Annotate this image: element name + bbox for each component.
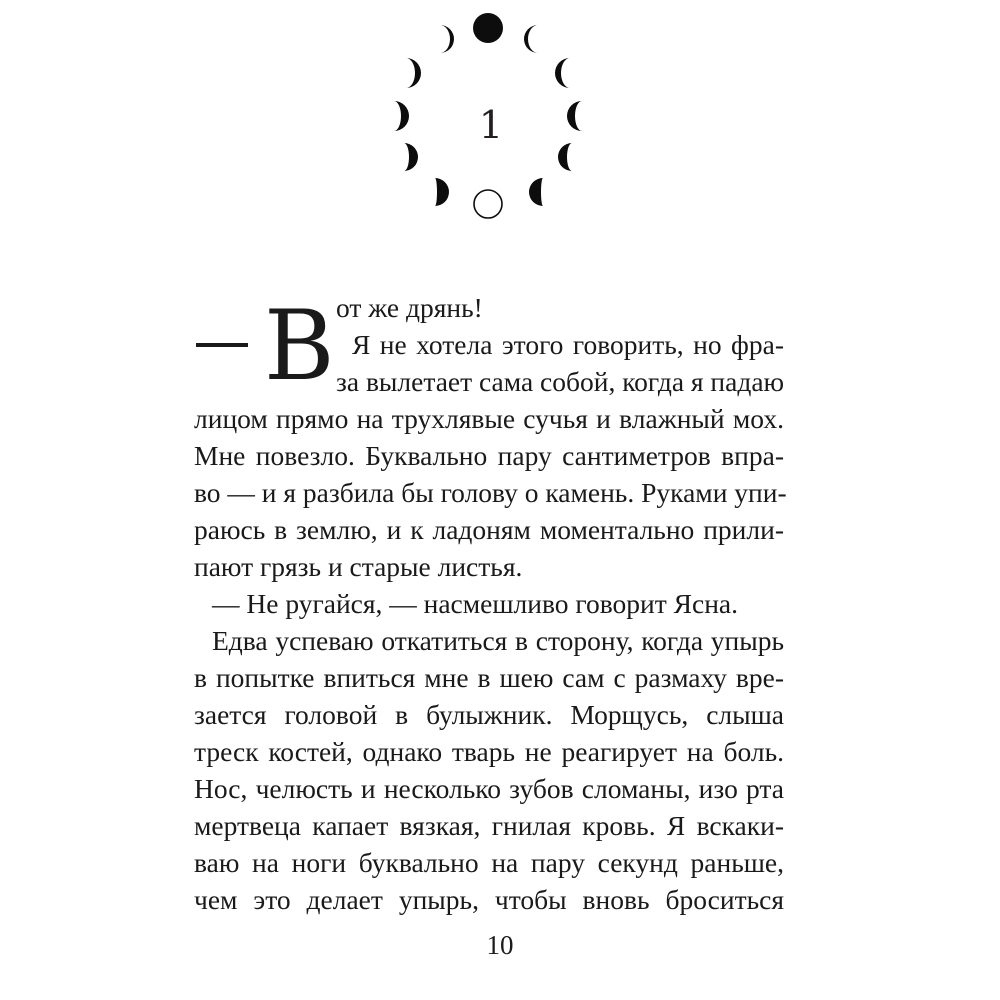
text-line: чем это делает упырь, чтобы вновь броситься: [194, 884, 784, 915]
text-line: Я не хотела этого говорить, но фра-: [352, 329, 784, 360]
crescent-moon-icon: [555, 58, 570, 88]
text-line: в попытке впиться мне в шею сам с размаху вре-: [194, 662, 784, 693]
text-line: Мне повезло. Буквально пару сантиметров впра-: [194, 440, 784, 471]
chapter-number: 1: [478, 103, 504, 147]
new-moon-icon: [474, 190, 502, 218]
text-line: за вылетает сама собой, когда я падаю: [336, 366, 785, 397]
text-line: мертвеца капает вязкая, гнилая кровь. Я вскаки-: [194, 810, 784, 841]
text-line: Нос, челюсть и несколько зубов сломаны, изо рта: [194, 773, 784, 804]
dialogue-dash: [196, 343, 248, 347]
crescent-moon-icon: [567, 101, 582, 131]
gibbous-moon-icon: [440, 25, 454, 53]
text-line: — Не ругайся, — насмешливо говорит Ясна.: [212, 588, 739, 619]
text-line: от же дрянь!: [336, 292, 483, 323]
crescent-moon-icon: [529, 178, 543, 206]
text-line: во — и я разбила бы голову о камень. Руками упи-: [194, 477, 787, 508]
crescent-moon-icon: [435, 178, 449, 206]
text-line: ваю на ноги буквально на пару секунд раньше,: [194, 847, 784, 878]
text-line: лицом прямо на трухлявые сучья и влажный мох.: [194, 403, 784, 434]
text-line: Едва успеваю откатиться в сторону, когда упырь: [212, 625, 784, 656]
text-line: раюсь в землю, и к ладоням моментально прили-: [194, 514, 784, 545]
crescent-moon-icon: [558, 143, 572, 171]
crescent-moon-icon: [394, 101, 409, 131]
gibbous-moon-icon: [524, 25, 538, 53]
text-line: зается головой в булыжник. Морщусь, слыша: [194, 699, 784, 730]
full-moon-icon: [473, 13, 503, 43]
text-line: пают грязь и старые листья.: [194, 551, 523, 582]
drop-cap-letter: В: [264, 290, 335, 402]
text-line: треск костей, однако тварь не реагирует на боль.: [194, 736, 784, 767]
page-number: 10: [486, 930, 514, 960]
crescent-moon-icon: [406, 58, 421, 88]
crescent-moon-icon: [404, 143, 418, 171]
